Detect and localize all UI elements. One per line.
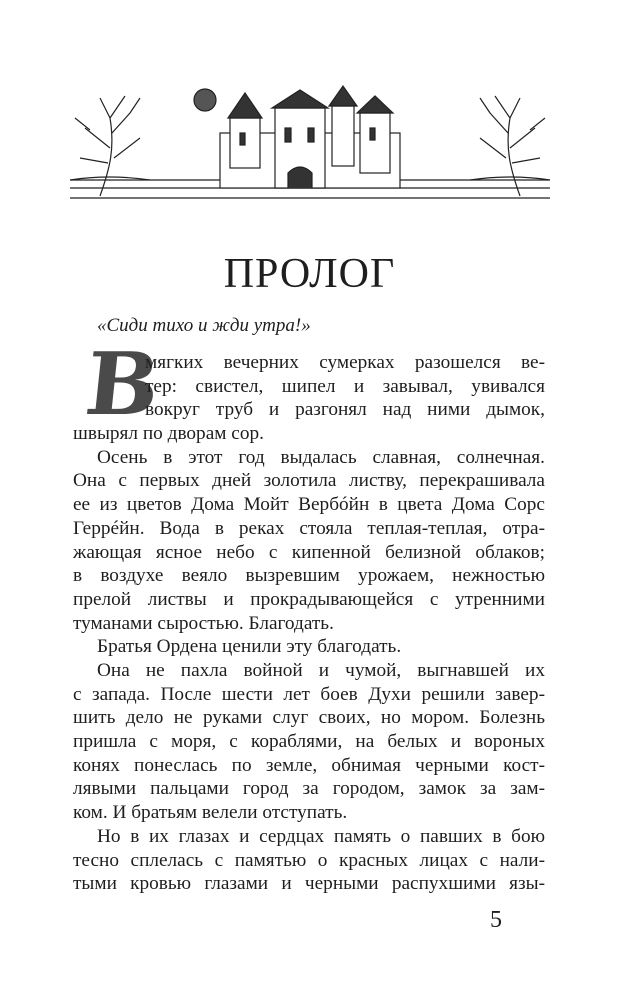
text-line: ее из цветов Дома Мойт Вербóйн в цвета Дома Сорс: [73, 494, 545, 515]
left-tree: [75, 96, 140, 196]
text-line: с запада. После шести лет боев Духи решили завер-: [73, 684, 545, 705]
text-line: жающая ясное небо с кипенной белизной облаков;: [73, 542, 545, 563]
text-line: тесно сплелась с памятью о красных лицах с нали-: [73, 850, 545, 871]
text-line: пришла с моря, с кораблями, на белых и вороных: [73, 731, 545, 752]
text-line: Она с первых дней золотила листву, перекрашивала: [73, 470, 545, 491]
castle: [220, 86, 400, 188]
drop-cap: В: [80, 334, 165, 435]
text-line: лявыми пальцами город за городом, замок за зам-: [73, 778, 545, 799]
chapter-title: ПРОЛОГ: [223, 251, 396, 297]
text-line: Она не пахла войной и чумой, выгнавшей их: [97, 660, 545, 681]
text-line: Осень в этот год выдалась славная, солнечная.: [97, 447, 545, 468]
text-line: туманами сыростью. Благодать.: [73, 613, 334, 634]
text-line: вокруг труб и разгонял над ними дымок,: [145, 399, 545, 420]
page-number: 5: [490, 907, 502, 933]
text-line: в воздухе веяло вызревшим урожаем, нежностью: [73, 565, 545, 586]
moon: [194, 89, 216, 111]
epigraph: «Сиди тихо и жди утра!»: [97, 315, 311, 336]
text-line: ком. И братьям велели отступать.: [73, 802, 348, 823]
text-line: Геррéйн. Вода в реках стояла теплая-теплая, отра-: [73, 518, 545, 539]
text-line: Братья Ордена ценили эту благодать.: [97, 636, 402, 657]
text-line: прелой листвы и прокрадывающейся с утренними: [73, 589, 545, 610]
text-line: тер: свистел, шипел и завывал, увивался: [145, 376, 545, 397]
right-tree: [480, 96, 545, 196]
text-line: конях понеслась по земле, обнимая черными кост-: [73, 755, 545, 776]
text-line: Но в их глазах и сердцах память о павших в бою: [97, 826, 545, 847]
text-line: шить дело не руками слуг своих, но мором. Болезнь: [73, 707, 545, 728]
text-line: мягких вечерних сумерках разошелся ве-: [145, 352, 545, 373]
text-line: тыми кровью глазами и черными распухшими язы-: [73, 873, 545, 894]
castle-illustration: [70, 78, 550, 200]
text-line: швырял по дворам сор.: [73, 423, 264, 444]
